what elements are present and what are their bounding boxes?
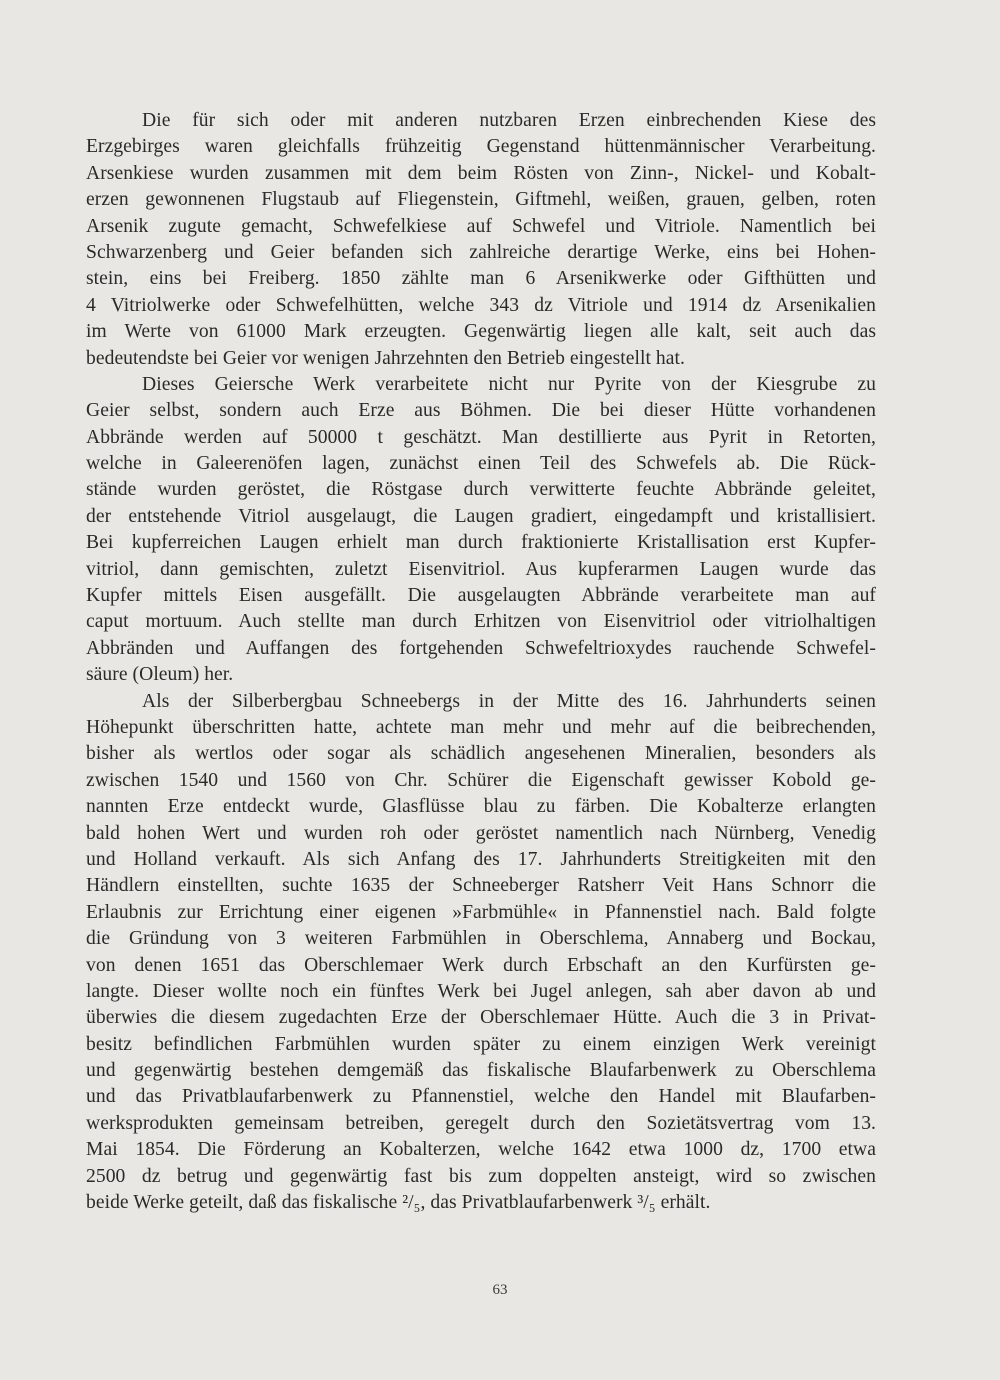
paragraph-3 <box>86 689 876 1217</box>
text-line: Abbränden und Auffangen des fortgehenden Schwefeltrioxydes rauchende Schwefel- <box>86 637 876 659</box>
text-line: Kupfer mittels Eisen ausgefällt. Die ausgelaugten Abbrände verarbeitete man auf <box>86 585 876 607</box>
text-line: Händlern einstellten, suchte 1635 der Schneeberger Ratsherr Veit Hans Schnorr die <box>86 875 876 897</box>
text-line: besitz befindlichen Farbmühlen wurden später zu einem einzigen Werk vereinigt <box>86 1033 876 1055</box>
text-line: zwischen 1540 und 1560 von Chr. Schürer die Eigenschaft gewisser Kobold ge- <box>86 769 876 791</box>
text-line: Bei kupferreichen Laugen erhielt man durch fraktionierte Kristallisation erst Kupfer- <box>86 532 876 554</box>
text-line: Als der Silberbergbau Schneebergs in der Mitte des 16. Jahrhunderts seinen <box>142 690 876 712</box>
text-line: Abbrände werden auf 50000 t geschätzt. Man destillierte aus Pyrit in Retorten, <box>86 426 876 448</box>
text-line: die Gründung von 3 weiteren Farbmühlen in Oberschlema, Annaberg und Bockau, <box>86 928 876 950</box>
text-line: Erlaubnis zur Errichtung einer eigenen »Farbmühle« in Pfannenstiel nach. Bald folgte <box>86 901 876 923</box>
text-line: und gegenwärtig bestehen demgemäß das fiskalische Blaufarbenwerk zu Oberschlema <box>86 1060 876 1082</box>
text-line: bisher als wertlos oder sogar als schädlich angesehenen Mineralien, besonders als <box>86 743 876 765</box>
paragraph-2 <box>86 372 876 689</box>
text-line: bedeutendste bei Geier vor wenigen Jahrzehnten den Betrieb eingestellt hat. <box>86 347 685 369</box>
text-line: Schwarzenberg und Geier befanden sich zahlreiche derartige Werke, eins bei Hohen- <box>86 241 876 263</box>
text-line: nannten Erze entdeckt wurde, Glasflüsse blau zu färben. Die Kobalterze erlangten <box>86 796 876 818</box>
text-line: stände wurden geröstet, die Röstgase durch verwitterte feuchte Abbrände geleitet, <box>86 479 876 501</box>
text-line: Arsenkiese wurden zusammen mit dem beim Rösten von Zinn-, Nickel- und Kobalt- <box>86 162 876 184</box>
page-number: 63 <box>492 1282 508 1298</box>
text-line: Höhepunkt überschritten hatte, achtete man mehr und mehr auf die beibrechenden, <box>86 716 876 738</box>
text-line: Erzgebirges waren gleichfalls frühzeitig Gegenstand hüttenmännischer Verarbeitung. <box>86 136 876 158</box>
text-line: stein, eins bei Freiberg. 1850 zählte man 6 Arsenikwerke oder Gifthütten und <box>86 268 876 290</box>
text-line: bald hohen Wert und wurden roh oder geröstet namentlich nach Nürnberg, Venedig <box>86 822 876 844</box>
text-line: beide Werke geteilt, daß das fiskalische ²/₅, das Privatblaufarbenwerk ³/₅ erhält. <box>86 1192 711 1214</box>
text-line: im Werte von 61000 Mark erzeugten. Gegenwärtig liegen alle kalt, seit auch das <box>86 321 876 343</box>
text-line: langte. Dieser wollte noch ein fünftes Werk bei Jugel anlegen, sah aber davon ab und <box>86 980 876 1002</box>
text-line: Geier selbst, sondern auch Erze aus Böhmen. Die bei dieser Hütte vorhandenen <box>86 400 876 422</box>
text-line: Die für sich oder mit anderen nutzbaren Erzen einbrechenden Kiese des <box>142 110 876 131</box>
text-line: Mai 1854. Die Förderung an Kobalterzen, welche 1642 etwa 1000 dz, 1700 etwa <box>86 1139 876 1161</box>
text-line: werksprodukten gemeinsam betreiben, geregelt durch den Sozietätsvertrag vom 13. <box>86 1112 876 1134</box>
text-line: 2500 dz betrug und gegenwärtig fast bis zum doppelten ansteigt, wird so zwischen <box>86 1165 876 1187</box>
text-line: Dieses Geiersche Werk verarbeitete nicht nur Pyrite von der Kiesgrube zu <box>142 373 876 395</box>
body-text <box>86 108 876 1216</box>
text-line: überwies die diesem zugedachten Erze der Oberschlemaer Hütte. Auch die 3 in Privat- <box>86 1007 876 1029</box>
text-line: caput mortuum. Auch stellte man durch Erhitzen von Eisenvitriol oder vitriolhaltigen <box>86 611 876 633</box>
text-line: der entstehende Vitriol ausgelaugt, die Laugen gradiert, eingedampft und kristallisiert. <box>86 505 876 527</box>
text-line: welche in Galeerenöfen lagen, zunächst einen Teil des Schwefels ab. Die Rück- <box>86 453 876 475</box>
text-line: und Holland verkauft. Als sich Anfang des 17. Jahrhunderts Streitigkeiten mit den <box>86 848 876 870</box>
text-line: und das Privatblaufarbenwerk zu Pfannenstiel, welche den Handel mit Blaufarben- <box>86 1086 876 1108</box>
text-line: 4 Vitriolwerke oder Schwefelhütten, welche 343 dz Vitriole und 1914 dz Arsenikalien <box>86 294 876 316</box>
paragraph-1 <box>86 108 876 372</box>
text-line: Arsenik zugute gemacht, Schwefelkiese auf Schwefel und Vitriole. Namentlich bei <box>86 215 876 237</box>
text-line: erzen gewonnenen Flugstaub auf Fliegenstein, Giftmehl, weißen, grauen, gelben, roten <box>86 189 876 211</box>
text-line: von denen 1651 das Oberschlemaer Werk durch Erbschaft an den Kurfürsten ge- <box>86 954 876 976</box>
text-line: vitriol, dann gemischten, zuletzt Eisenvitriol. Aus kupferarmen Laugen wurde das <box>86 558 876 580</box>
text-line: säure (Oleum) her. <box>86 664 234 686</box>
